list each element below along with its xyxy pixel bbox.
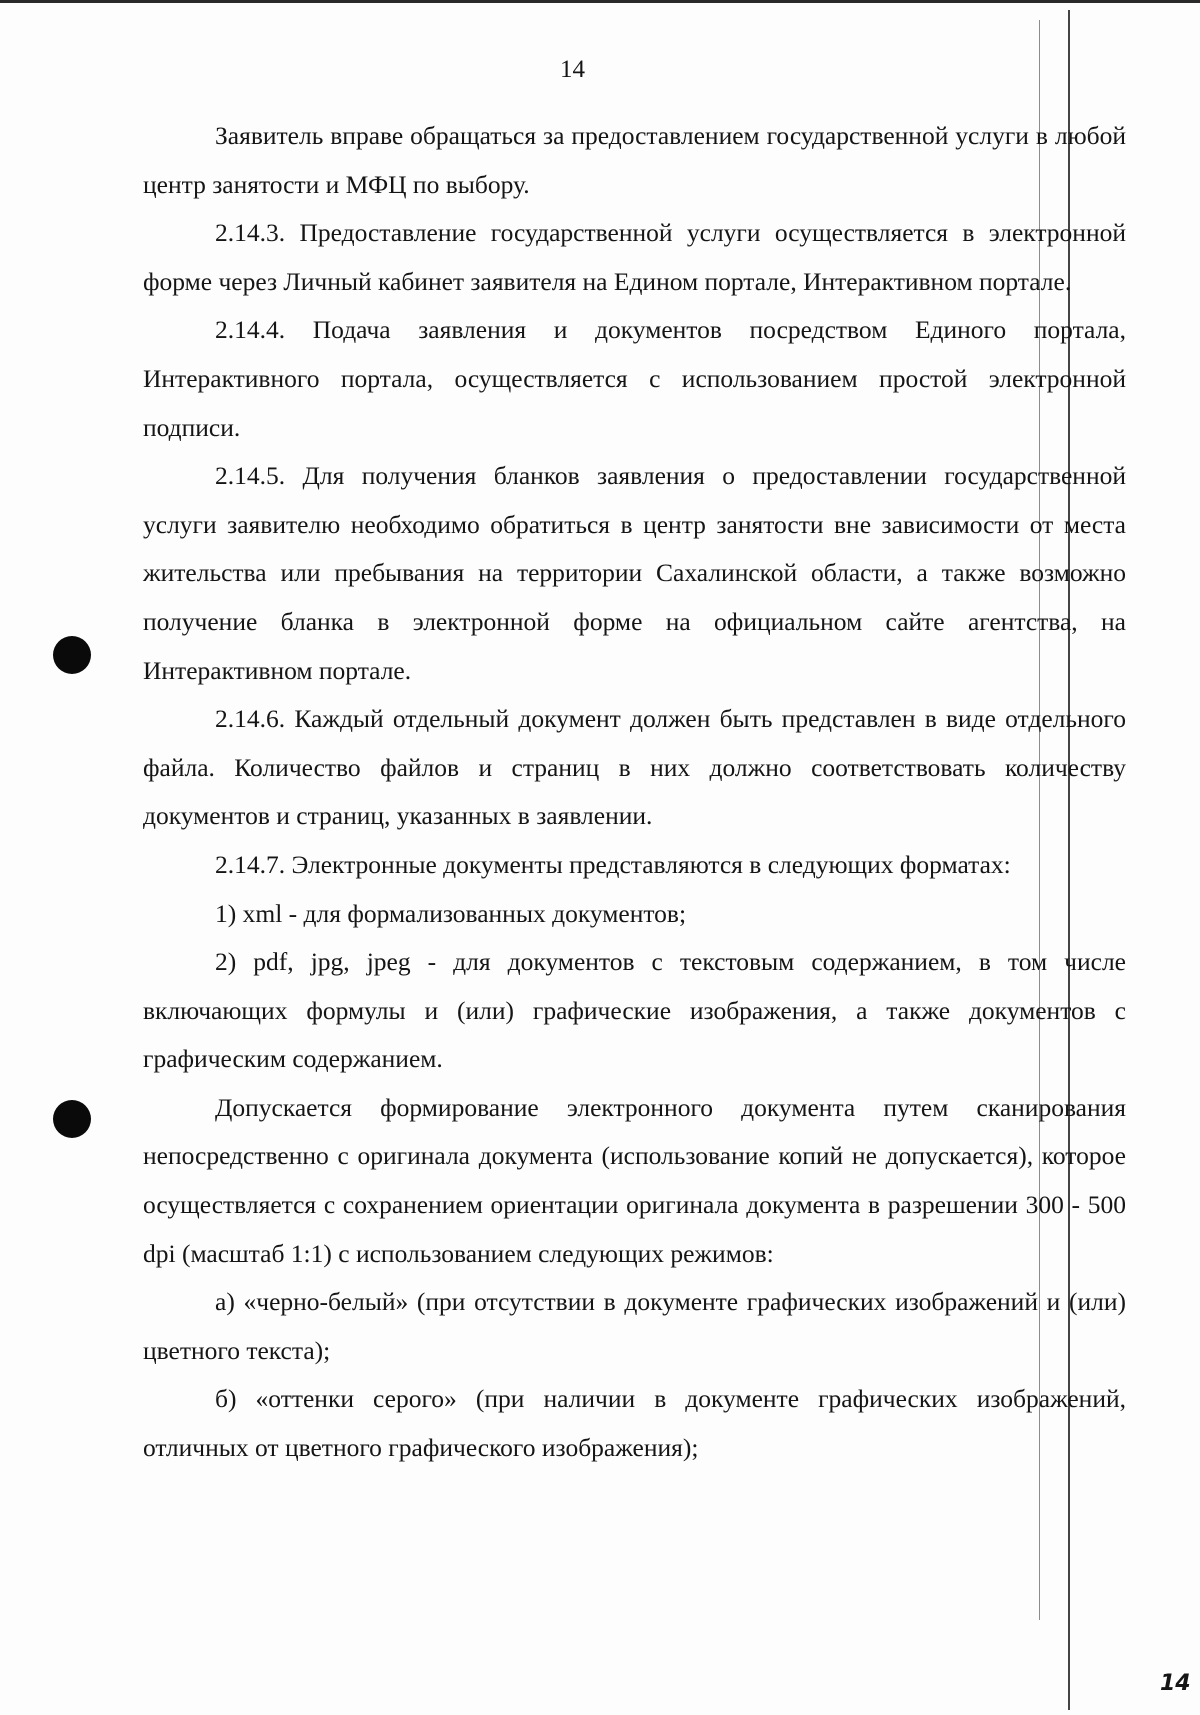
paragraph: 2.14.5. Для получения бланков заявления о предоставлении государственной услуги заявителю необходимо обратиться в центр занятости вне зависимости от места жительства или пребывания на территории Сахалинской области, а также возможно получение бланка в электронной форме на официальном сайте агентства, на Интерактивном портале. (143, 461, 1126, 685)
paragraph: 2.14.6. Каждый отдельный документ должен быть представлен в виде отдельного файла. Количество файлов и страниц в них должно соответствовать количеству документов и страниц, указанных в заявлении. (143, 704, 1126, 831)
handwritten-page-mark: 14 (1160, 1671, 1191, 1696)
punch-hole (53, 636, 91, 674)
scan-top-edge (0, 0, 1200, 3)
document-body (143, 112, 1126, 1473)
punch-hole (53, 1100, 91, 1138)
paragraph: Заявитель вправе обращаться за предоставлением государственной услуги в любой центр занятости и МФЦ по выбору. (143, 121, 1126, 199)
paragraph: а) «черно-белый» (при отсутствии в документе графических изображений и (или) цветного текста); (143, 1287, 1126, 1365)
paragraph: Допускается формирование электронного документа путем сканирования непосредственно с оригинала документа (использование копий не допускается), которое осуществляется с сохранением ориентации оригинала документа в разрешении 300 - 500 dpi (масштаб 1:1) с использованием следующих режимов: (143, 1092, 1126, 1268)
paragraph: 2.14.3. Предоставление государственной услуги осуществляется в электронной форме через Личный кабинет заявителя на Едином портале, Интерактивном портале. (143, 218, 1126, 296)
paragraph: б) «оттенки серого» (при наличии в документе графических изображений, отличных от цветного графического изображения); (143, 1384, 1126, 1463)
page-number: 14 (560, 56, 585, 83)
paragraph: 1) xml - для формализованных документов; (215, 898, 687, 928)
paragraph: 2.14.7. Электронные документы представляются в следующих форматах: (215, 849, 1011, 879)
paragraph: 2.14.4. Подача заявления и документов посредством Единого портала, Интерактивного портала, осуществляется с использованием простой электронной подписи. (143, 315, 1126, 442)
paragraph: 2) pdf, jpg, jpeg - для документов с текстовым содержанием, в том числе включающих формулы и (или) графические изображения, а также документов с графическим содержанием. (143, 947, 1126, 1074)
